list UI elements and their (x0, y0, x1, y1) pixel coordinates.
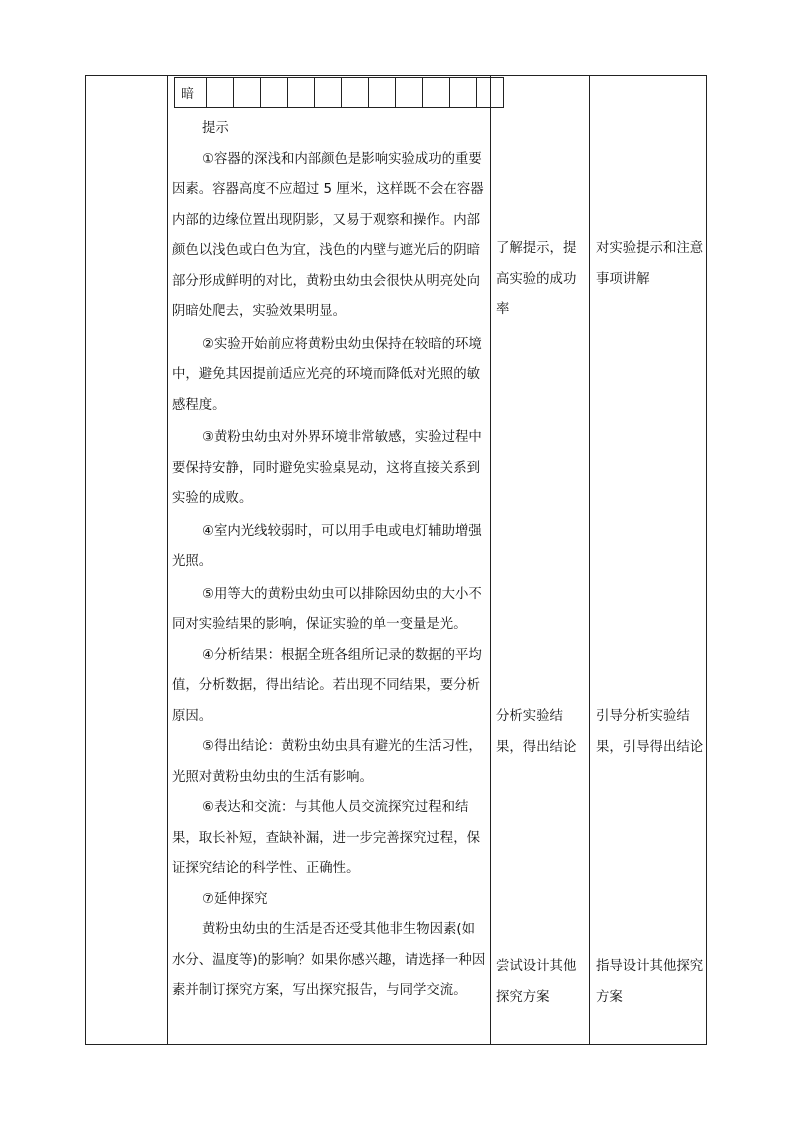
grid-cell (369, 78, 396, 108)
tip-4: ④室内光线较弱时，可以用手电或电灯辅助增强光照。 (172, 523, 482, 569)
grid-row-label: 暗 (175, 78, 207, 108)
grid-cell (207, 78, 234, 108)
tip-1: ①容器的深浅和内部颜色是影响实验成功的重要因素。容器高度不应超过 5 厘米，这样既不会在容器内部的边缘位置出现阴影，又易于观察和操作。内部颜色以浅色或白色为宜，浅色的内壁与遮光后的阴暗部分形成鲜明的对比，黄粉虫幼虫会很快从明亮处向阴暗处爬去，实验效果明显。 (172, 151, 484, 319)
grid-cell (288, 78, 315, 108)
column-divider-2 (490, 75, 491, 1045)
tip-5: ⑤用等大的黄粉虫幼虫可以排除因幼虫的大小不同对实验结果的影响，保证实验的单一变量是光。 (172, 586, 482, 632)
teacher-activity-2: 引导分析实验结果，引导得出结论 (596, 709, 704, 755)
grid-cell (423, 78, 450, 108)
teacher-activity-3: 指导设计其他探究方案 (596, 959, 704, 1005)
grid-cell (396, 78, 423, 108)
grid-cell (261, 78, 288, 108)
lesson-content (172, 114, 488, 1007)
step-exchange: ⑥表达和交流：与其他人员交流探究过程和结果，取长补短，查缺补漏，进一步完善探究过程，保证探究结论的科学性、正确性。 (172, 800, 480, 876)
teacher-activity-1: 对实验提示和注意事项讲解 (596, 241, 704, 287)
record-grid-row-dark (175, 78, 504, 108)
column-divider-3 (589, 75, 590, 1045)
step-analyze: ④分析结果：根据全班各组所记录的数据的平均值，分析数据，得出结论。若出现不同结果，要分析原因。 (172, 647, 482, 724)
student-activity-2: 分析实验结果，得出结论 (496, 709, 577, 755)
grid-cell (234, 78, 261, 108)
grid-cell (477, 78, 504, 108)
step-conclude: ⑤得出结论：黄粉虫幼虫具有避光的生活习性，光照对黄粉虫幼虫的生活有影响。 (172, 739, 482, 785)
extend-body: 黄粉虫幼虫的生活是否还受其他非生物因素(如水分、温度等)的影响？如果你感兴趣，请选择一种因素并制订探究方案，写出探究报告，与同学交流。 (172, 922, 486, 998)
student-activity-3: 尝试设计其他探究方案 (496, 959, 577, 1005)
tip-3: ③黄粉虫幼虫对外界环境非常敏感，实验过程中要保持安静，同时避免实验桌晃动，这将直接关系到实验的成败。 (172, 430, 482, 506)
grid-cell (450, 78, 477, 108)
record-grid (174, 77, 504, 108)
hint-title: 提示 (202, 121, 229, 136)
tip-2: ②实验开始前应将黄粉虫幼虫保持在较暗的环境中，避免其因提前适应光亮的环境而降低对光照的敏感程度。 (172, 336, 482, 413)
grid-cell (342, 78, 369, 108)
column-divider-1 (167, 75, 168, 1045)
student-activity-1: 了解提示，提高实验的成功率 (496, 241, 577, 317)
extend-title: ⑦延伸探究 (202, 891, 268, 907)
grid-cell (315, 78, 342, 108)
